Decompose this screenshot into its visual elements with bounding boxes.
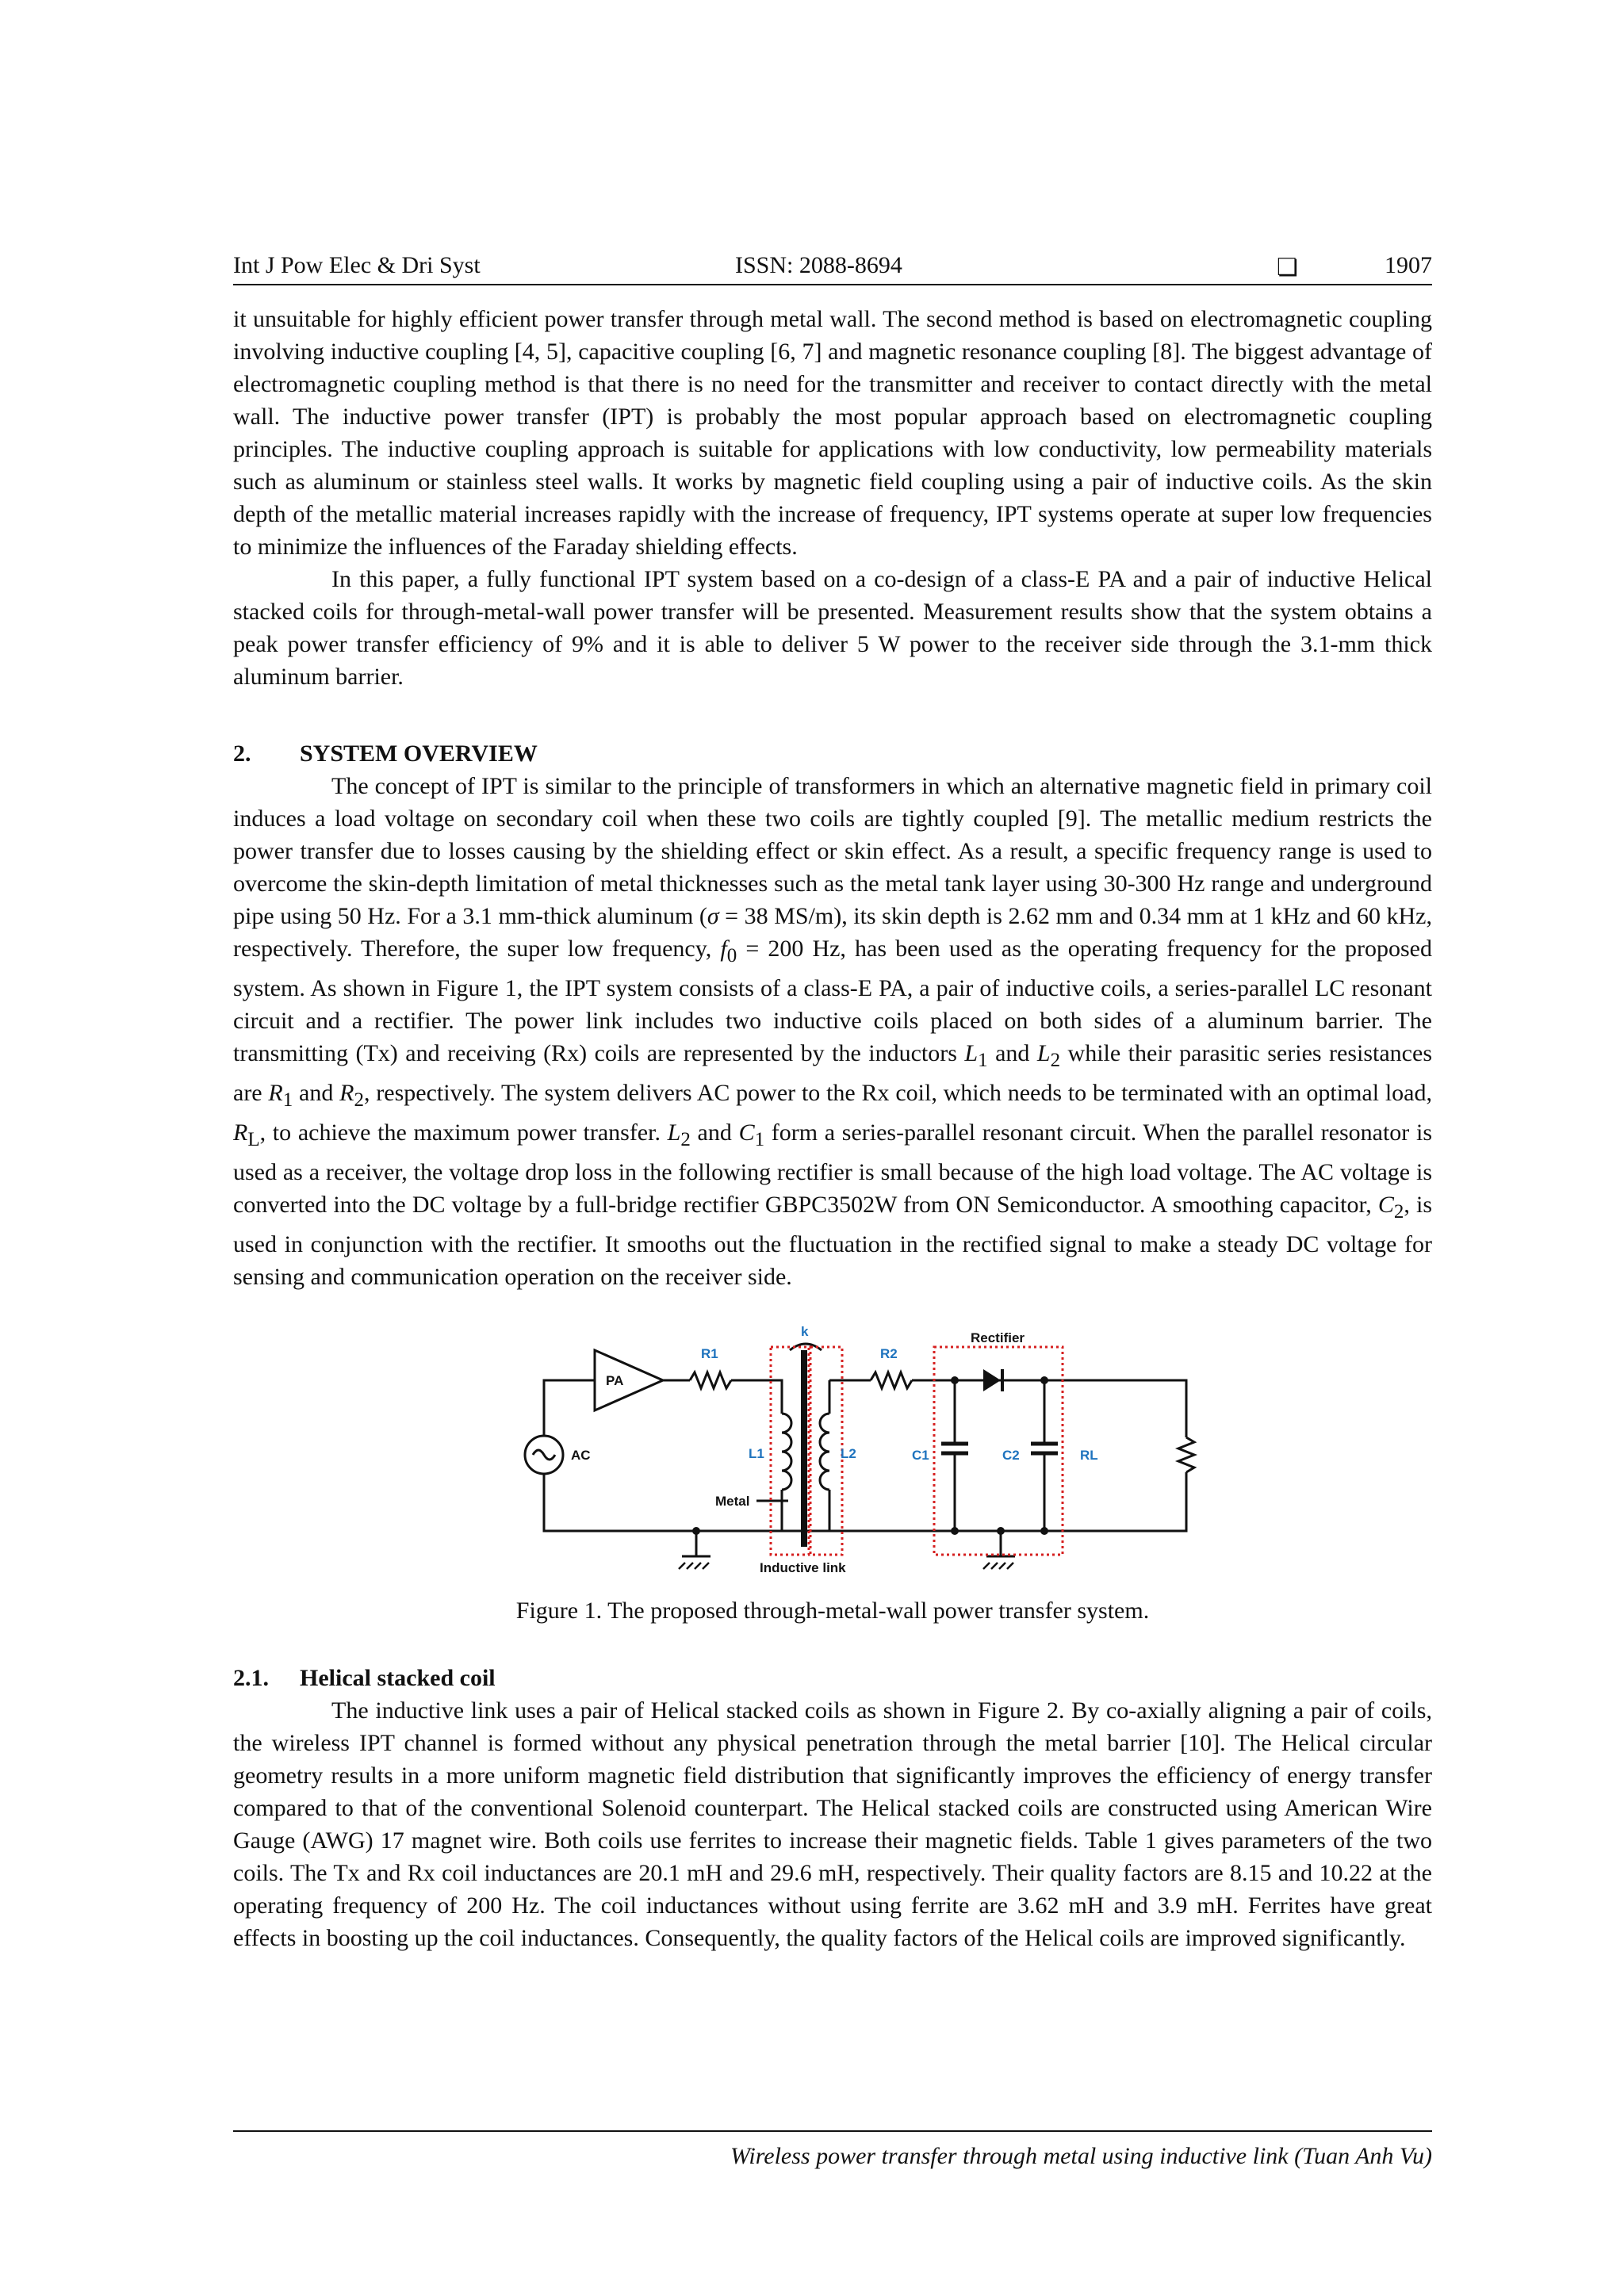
label-r2: R2 <box>880 1346 898 1361</box>
page-number: 1907 <box>1385 252 1432 278</box>
label-k: k <box>801 1326 809 1339</box>
label-l2: L2 <box>841 1446 856 1461</box>
intro-paragraph-2: In this paper, a fully functional IPT system based on a co-design of a class-E PA and a pair of inductive Helical stacked coils for through-metal-wall power transfer will be presented. Measurement results show that the system obtains a peak power transfer efficiency of 9% and it is able to deliver 5 W power to the receiver side through the 3.1-mm thick aluminum barrier. <box>233 566 1432 690</box>
wire-source-to-pa <box>544 1380 595 1436</box>
label-inductive-link: Inductive link <box>760 1560 846 1575</box>
label-c2: C2 <box>1002 1448 1020 1463</box>
page <box>233 252 1432 1954</box>
section-heading-system-overview <box>233 737 1432 770</box>
pa-amplifier-icon <box>595 1350 663 1410</box>
journal-name: Int J Pow Elec & Dri Syst <box>233 252 481 278</box>
metal-barrier <box>801 1350 807 1547</box>
wire-bottom-left <box>544 1474 863 1531</box>
section-number: 2. <box>233 740 251 767</box>
circuit-diagram <box>233 1326 1432 1588</box>
running-header <box>233 252 1432 285</box>
junction-dot <box>1040 1527 1048 1535</box>
diode-icon <box>983 1369 1001 1391</box>
ground-hatches <box>679 1563 1013 1569</box>
label-r1: R1 <box>701 1346 718 1361</box>
box-icon: ❏ <box>1277 254 1298 281</box>
label-pa: PA <box>606 1373 624 1388</box>
running-footer <box>233 2130 1432 2170</box>
section-heading-helical-stacked-coil <box>233 1662 1432 1694</box>
label-metal: Metal <box>715 1494 750 1509</box>
issn: ISSN: 2088-8694 <box>735 252 902 278</box>
wire-r1-to-l1 <box>731 1380 782 1414</box>
inductor-l1-icon <box>782 1414 791 1490</box>
figure-1-caption: Figure 1. The proposed through-metal-wall power transfer system. <box>515 1598 1150 1624</box>
resistor-r2-icon <box>871 1372 912 1388</box>
junction-dot <box>1040 1376 1048 1384</box>
junction-dot <box>997 1527 1005 1535</box>
junction-dot <box>692 1527 700 1535</box>
label-rl: RL <box>1080 1448 1098 1463</box>
wire-bottom-right <box>863 1472 1186 1531</box>
footer-title: Wireless power transfer through metal using inductive link (Tuan Anh Vu) <box>730 2143 1432 2169</box>
label-rectifier: Rectifier <box>971 1330 1025 1345</box>
subsection-number: 2.1. <box>233 1665 269 1691</box>
subsection-title: Helical stacked coil <box>300 1665 496 1691</box>
wire-top-right <box>912 1380 1186 1437</box>
system-overview-paragraph: The concept of IPT is similar to the principle of transformers in which an alternative magnetic field in primary coil induces a load voltage on secondary coil when these two coils are tightly coupled [9]. The metallic medium restricts the power transfer due to losses causing by the shielding effect or skin effect. As a result, a specific frequency range is used to overcome the skin-depth limitation of metal thicknesses such as the metal tank layer using 30-300 Hz range and underground pipe using 50 Hz. For a 3.1 mm-thick aluminum (σ = 38 MS/m), its skin depth is 2.62 mm and 0.34 mm at 1 kHz and 60 kHz, respectively. Therefore, the super low frequency, $f_0 = 200$ Hz, has been used as the operating frequency for the proposed system. As shown in Figure 1, the IPT system consists of a class-E PA, a pair of inductive coils, a series-parallel LC resonant circuit and a rectifier. The power link includes two inductive coils placed on both sides of a aluminum barrier. The transmitting (Tx) and receiving (Rx) coils are represented by the inductors $L_1$ and $L_2$ while their parasitic series resistances are $R_1$ and $R_2$, respectively. The system delivers AC power to the Rx coil, which needs to be terminated with an optimal load, $R_L$, to achieve the maximum power transfer. $L_2$ and $C_1$ form a series-parallel resonant circuit. When the parallel resonator is used as a receiver, the voltage drop loss in the following rectifier is small because of the high load voltage. The AC voltage is converted into the DC voltage by a full-bridge rectifier GBPC3502W from ON Semiconductor. A smoothing capacitor, $C_2$, is used in conjunction with the rectifier. It smooths out the fluctuation in the rectified signal to make a steady DC voltage for sensing and communication operation on the receiver side. <box>233 773 1432 1290</box>
intro-paragraph-1: it unsuitable for highly efficient power transfer through metal wall. The second method is based on electromagnetic coupling involving inductive coupling [4, 5], capacitive coupling [6, 7] and magnetic resonance coupling [8]. The biggest advantage of electromagnetic coupling method is that there is no need for the transmitter and receiver to contact directly with the metal wall. The inductive power transfer (IPT) is probably the most popular approach based on electromagnetic coupling principles. The inductive coupling approach is suitable for applications with low conductivity, low permeability materials such as aluminum or stainless steel walls. It works by magnetic field coupling using a pair of inductive coils. As the skin depth of the metallic material increases rapidly with the increase of frequency, IPT systems operate at super low frequencies to minimize the influences of the Faraday shielding effects. <box>233 306 1432 560</box>
inductor-l2-icon <box>820 1414 829 1490</box>
section-title: SYSTEM OVERVIEW <box>300 740 538 767</box>
label-ac: AC <box>571 1448 591 1463</box>
ac-wave-icon <box>533 1450 555 1460</box>
label-c1: C1 <box>912 1448 929 1463</box>
label-l1: L1 <box>749 1446 764 1461</box>
resistor-r1-icon <box>690 1372 731 1388</box>
figure-1 <box>233 1326 1432 1588</box>
resistor-rl-icon <box>1178 1437 1194 1472</box>
junction-dot <box>951 1376 959 1384</box>
helical-coil-paragraph: The inductive link uses a pair of Helical stacked coils as shown in Figure 2. By co-axially aligning a pair of coils, the wireless IPT channel is formed without any physical penetration through the metal barrier [10]. The Helical circular geometry results in a more uniform magnetic field distribution that significantly improves the efficiency of energy transfer compared to that of the conventional Solenoid counterpart. The Helical stacked coils are constructed using American Wire Gauge (AWG) 17 magnet wire. Both coils use ferrites to increase their magnetic fields. Table 1 gives parameters of the two coils. The Tx and Rx coil inductances are 20.1 mH and 29.6 mH, respectively. Their quality factors are 8.15 and 10.22 at the operating frequency of 200 Hz. The coil inductances without using ferrite are 3.62 mH and 3.9 mH. Ferrites have great effects in boosting up the coil inductances. Consequently, the quality factors of the Helical coils are improved significantly. <box>233 1697 1432 1951</box>
junction-dot <box>951 1527 959 1535</box>
